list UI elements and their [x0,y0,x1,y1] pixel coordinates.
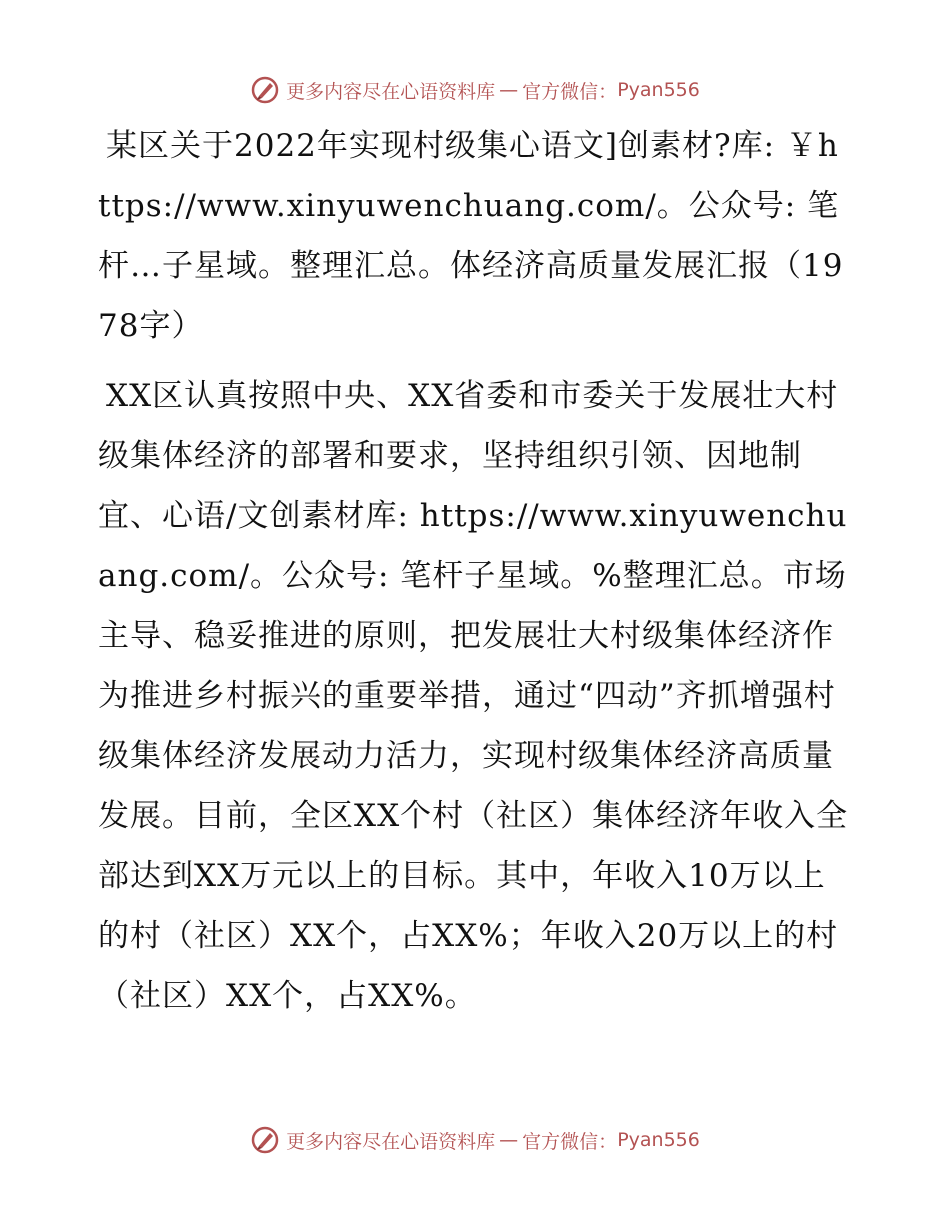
paragraph-1: XX区认真按照中央、XX省委和市委关于发展壮大村级集体经济的部署和要求，坚持组织引领、因地制宜、心语/文创素材库: https://www.xinyuwenchuang.com/。公众号: 笔杆子星域。%整理汇总。市场主导、稳妥推进的原则，把发展壮大村级集体经济作为推进乡村振兴的重要举措，通过“四动”齐抓增强村级集体经济发展动力活力，实现村级集体经济高质量发展。目前，全区XX个村（社区）集体经济年收入全部达到XX万元以上的目标。其中，年收入10万以上的村（社区）XX个，占XX%；年收入20万以上的村（社区）XX个，占XX%。 [98,378,849,1014]
banner-label: 官方微信： [522,1130,618,1153]
header-watermark-banner [0,70,950,110]
footer-watermark-banner [0,1120,950,1160]
banner-text: 更多内容尽在心语资料库 [286,80,496,103]
banner-separator: — [499,1129,519,1151]
document-body [98,116,850,1026]
pen-seal-icon [250,1125,280,1155]
banner-text: 更多内容尽在心语资料库 [286,1130,496,1153]
banner-wechat-handle: Pyan556 [617,1129,700,1151]
document-title: 某区关于2022年实现村级集心语文]创素材?库: ￥https://www.xinyuwenchuang.com/。公众号: 笔杆…子星域。整理汇总。体经济高质量发展汇报（1978字） [98,128,844,344]
banner-label: 官方微信： [522,80,618,103]
pen-seal-icon [250,75,280,105]
banner-wechat-handle: Pyan556 [617,79,700,101]
banner-separator: — [499,79,519,101]
